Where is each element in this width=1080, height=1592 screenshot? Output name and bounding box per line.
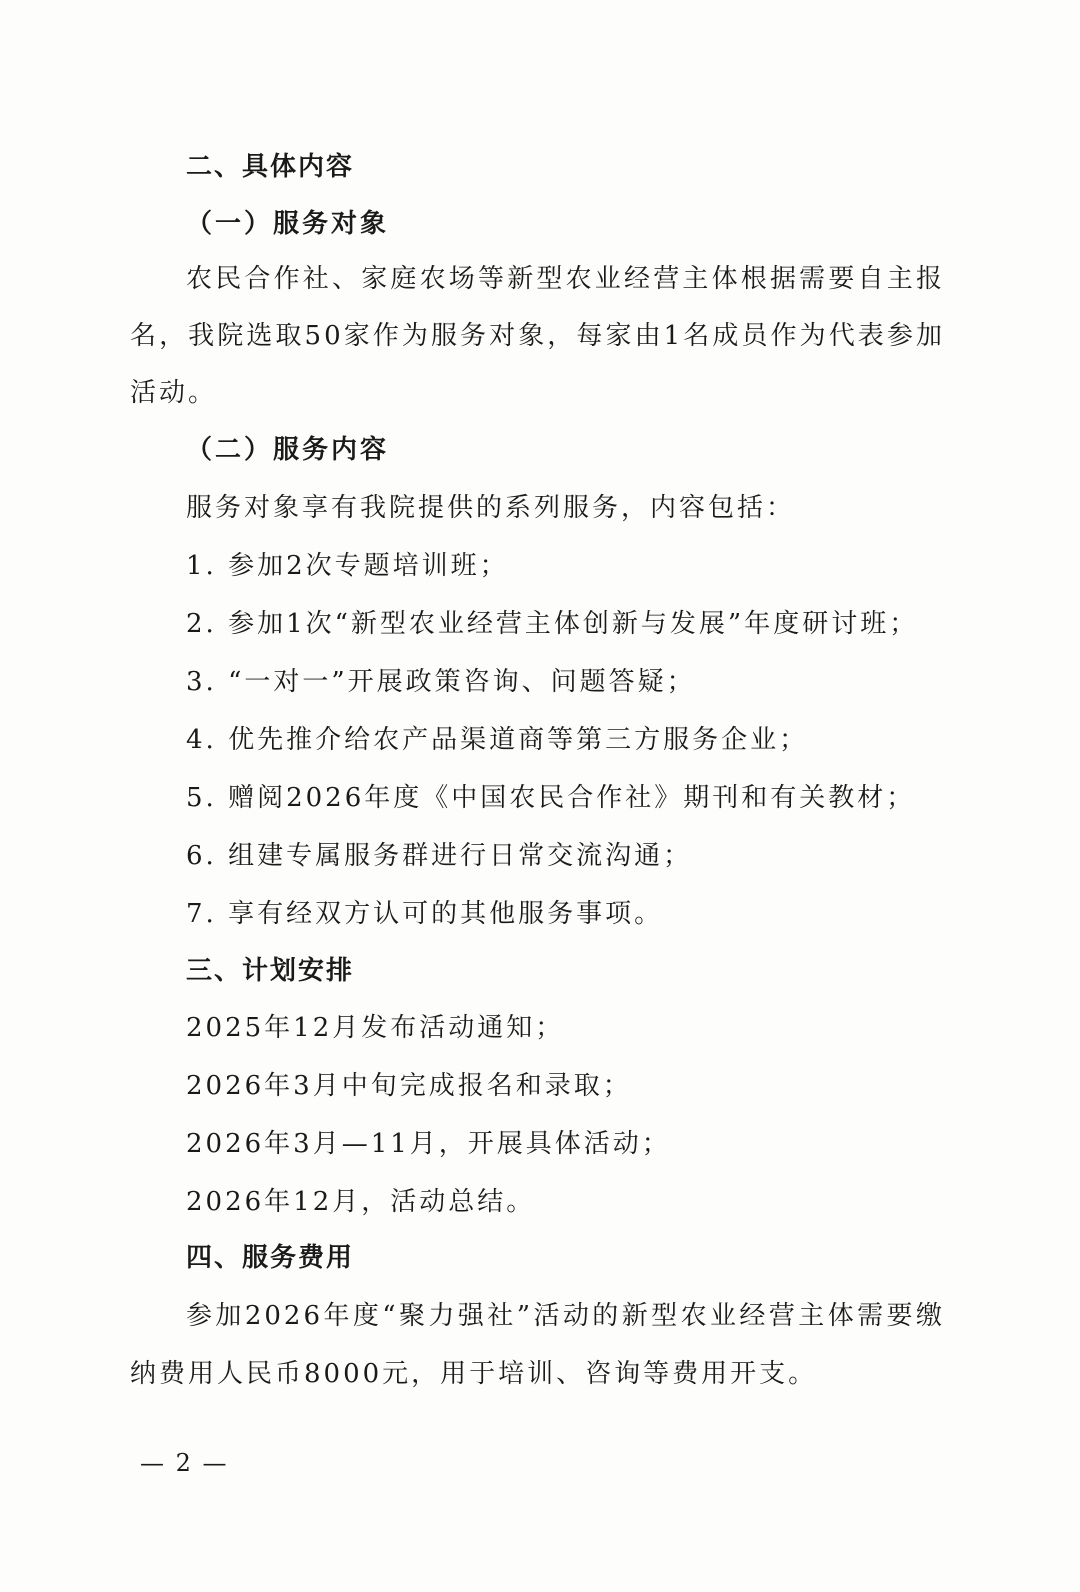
schedule-item: 2026年3月—11月，开展具体活动； [186, 1129, 671, 1159]
schedule-item: 2026年3月中旬完成报名和录取； [186, 1071, 632, 1101]
schedule-item: 2025年12月发布活动通知； [186, 1013, 565, 1043]
service-item: 5. 赠阅2026年度《中国农民合作社》期刊和有关教材； [186, 783, 916, 813]
service-item: 7. 享有经双方认可的其他服务事项。 [186, 899, 664, 929]
subsection-service-content-heading: （二）服务内容 [186, 435, 390, 465]
service-item: 2. 参加1次“新型农业经营主体创新与发展”年度研讨班； [186, 609, 919, 639]
section-4-heading: 四、服务费用 [186, 1243, 355, 1273]
service-target-paragraph-line-2: 名，我院选取50家作为服务对象，每家由1名成员作为代表参加 [130, 321, 945, 351]
service-target-paragraph-line-1: 农民合作社、家庭农场等新型农业经营主体根据需要自主报 [186, 264, 945, 294]
service-fee-paragraph-line-1: 参加2026年度“聚力强社”活动的新型农业经营主体需要缴 [186, 1301, 945, 1331]
service-item: 6. 组建专属服务群进行日常交流沟通； [186, 841, 693, 871]
service-item: 3. “一对一”开展政策咨询、问题答疑； [186, 667, 696, 697]
section-2-heading: 二、具体内容 [186, 152, 355, 182]
schedule-item: 2026年12月，活动总结。 [186, 1187, 536, 1217]
page-number: — 2 — [140, 1449, 229, 1477]
service-fee-paragraph-line-2: 纳费用人民币8000元，用于培训、咨询等费用开支。 [130, 1359, 818, 1389]
subsection-service-target-heading: （一）服务对象 [186, 209, 390, 239]
service-item: 1. 参加2次专题培训班； [186, 551, 509, 581]
service-content-intro: 服务对象享有我院提供的系列服务，内容包括： [186, 493, 796, 523]
service-target-paragraph-line-3: 活动。 [130, 378, 218, 408]
section-3-heading: 三、计划安排 [186, 956, 355, 986]
service-item: 4. 优先推介给农产品渠道商等第三方服务企业； [186, 725, 809, 755]
